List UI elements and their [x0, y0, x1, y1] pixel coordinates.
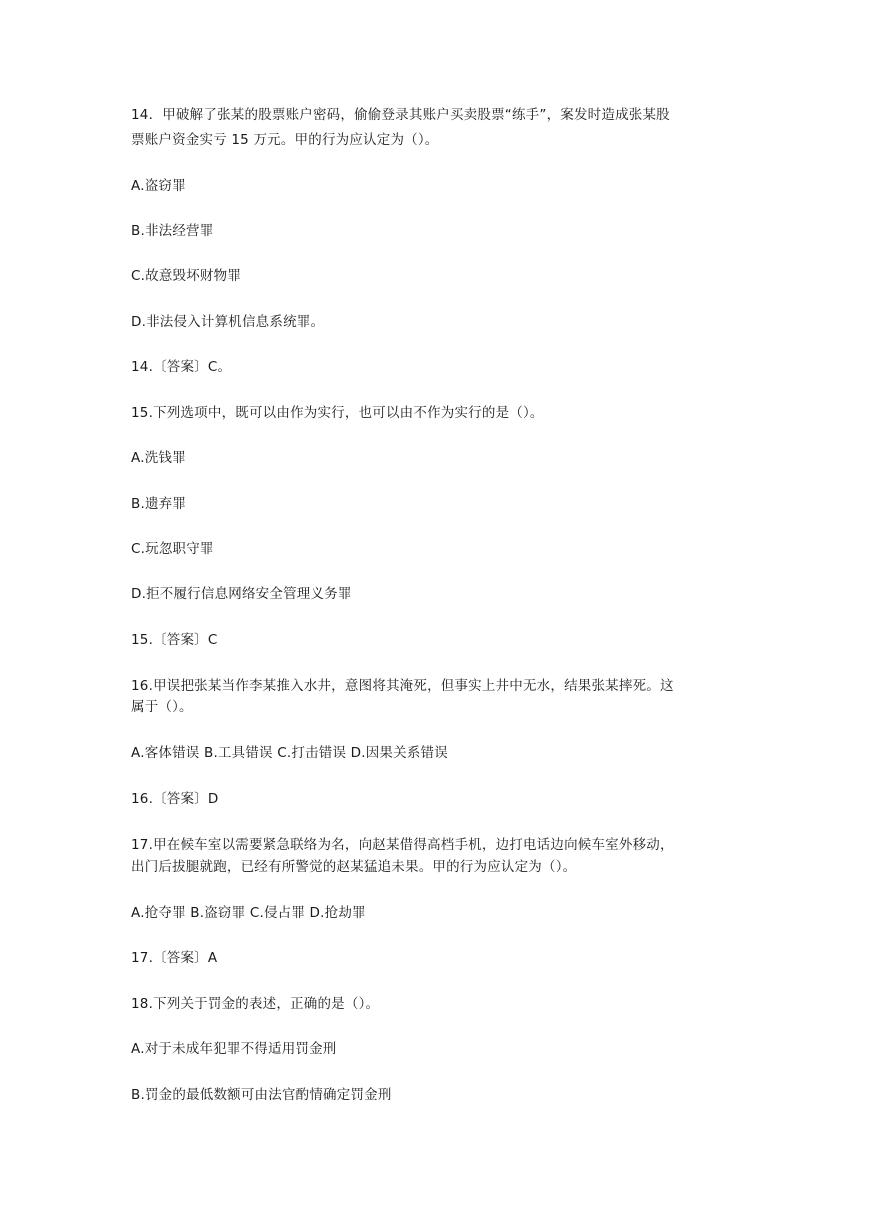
q15-stem: 15.下列选项中，既可以由作为实行，也可以由不作为实行的是（）。	[131, 405, 544, 421]
q15-option-a: A.洗钱罪	[131, 450, 186, 466]
q15-option-b: B.遗弃罪	[131, 496, 187, 512]
q18-stem: 18.下列关于罚金的表述，正确的是（）。	[131, 996, 380, 1012]
q17-stem-line2: 出门后拔腿就跑，已经有所警觉的赵某猛追未果。甲的行为应认定为（）。	[131, 859, 577, 875]
q17-answer: 17.〔答案〕A	[131, 950, 218, 966]
q14-stem-line2: 票账户资金实亏 15 万元。甲的行为应认定为（）。	[131, 132, 439, 148]
q16-stem-line1: 16.甲误把张某当作李某推入水井，意图将其淹死，但事实上井中无水，结果张某摔死。这	[131, 678, 674, 694]
q18-option-b: B.罚金的最低数额可由法官酌情确定罚金刑	[131, 1087, 392, 1103]
q15-answer: 15.〔答案〕C	[131, 632, 218, 648]
q14-option-c: C.故意毁坏财物罪	[131, 268, 242, 284]
q14-option-d: D.非法侵入计算机信息系统罪。	[131, 314, 325, 330]
q18-option-a: A.对于未成年犯罪不得适用罚金刑	[131, 1041, 337, 1057]
q14-option-b: B.非法经营罪	[131, 223, 214, 239]
q15-option-c: C.玩忽职守罪	[131, 541, 214, 557]
q14-stem-line1: 14．甲破解了张某的股票账户密码，偷偷登录其账户买卖股票“练手”，案发时造成张某股	[131, 107, 670, 123]
q14-option-a: A.盗窃罪	[131, 178, 186, 194]
q16-answer: 16.〔答案〕D	[131, 791, 219, 807]
q17-stem-line1: 17.甲在候车室以需要紧急联络为名，向赵某借得高档手机，边打电话边向候车室外移动，	[131, 837, 674, 853]
q17-options: A.抢夺罪 B.盗窃罪 C.侵占罪 D.抢劫罪	[131, 905, 366, 921]
q15-option-d: D.拒不履行信息网络安全管理义务罪	[131, 586, 352, 602]
q16-options: A.客体错误 B.工具错误 C.打击错误 D.因果关系错误	[131, 745, 448, 761]
q16-stem-line2: 属于（）。	[131, 699, 193, 715]
q14-answer: 14.〔答案〕C。	[131, 359, 232, 375]
